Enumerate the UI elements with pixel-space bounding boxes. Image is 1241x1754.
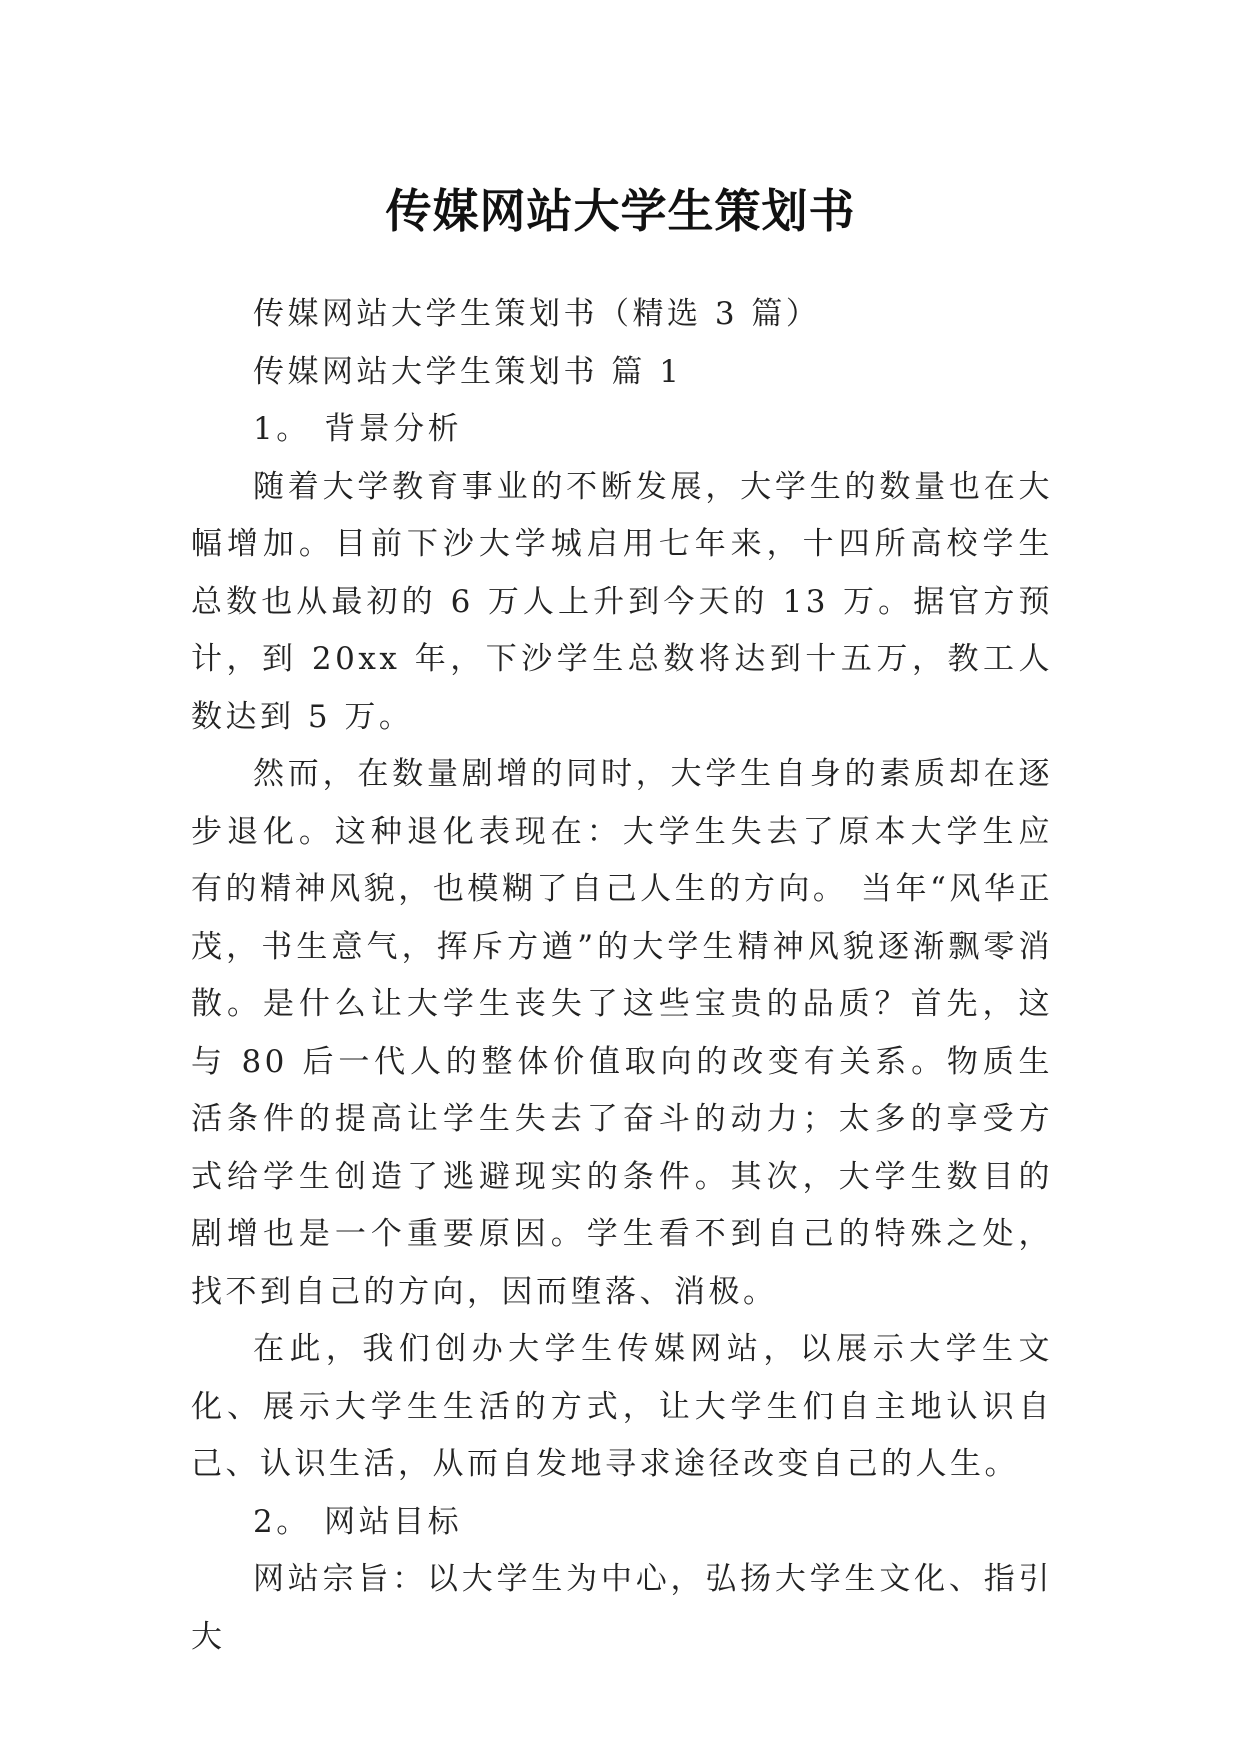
- heading-background-analysis: 1。 背景分析: [253, 411, 463, 447]
- subtitle-paragraph: 传媒网站大学生策划书（精选 3 篇）: [253, 296, 821, 332]
- paragraph-background-3: 在此，我们创办大学生传媒网站，以展示大学生文化、展示大学生生活的方式，让大学生们自主地认识自己、认识生活，从而自发地寻求途径改变自己的人生。: [191, 1331, 1053, 1482]
- section-heading-part-1: 传媒网站大学生策划书 篇 1: [253, 353, 683, 390]
- document-title: 传媒网站大学生策划书: [385, 183, 856, 238]
- paragraph-background-1: 随着大学教育事业的不断发展，大学生的数量也在大幅增加。目前下沙大学城启用七年来，十四所高校学生总数也从最初的 6 万人上升到今天的 13 万。据官方预计，到 20xx 年，下沙学生总数将达到十五万，教工人数达到 5 万。: [191, 468, 1053, 735]
- heading-website-goal: 2。 网站目标: [253, 1503, 463, 1540]
- paragraph-website-purpose: 网站宗旨：以大学生为中心，弘扬大学生文化、指引大: [191, 1561, 1053, 1655]
- paragraph-background-2: 然而，在数量剧增的同时，大学生自身的素质却在逐步退化。这种退化表现在：大学生失去了原本大学生应有的精神风貌，也模糊了自己人生的方向。 当年“风华正茂，书生意气，挥斥方遒”的大学生精神风貌逐渐飘零消散。是什么让大学生丧失了这些宝贵的品质？首先，这与 80 后一代人的整体价值取向的改变有关系。物质生活条件的提高让学生失去了奋斗的动力；太多的享受方式给学生创造了逃避现实的条件。其次，大学生数目的剧增也是一个重要原因。学生看不到自己的特殊之处，找不到自己的方向，因而堕落、消极。: [191, 756, 1053, 1310]
- document-body: [191, 286, 1053, 1666]
